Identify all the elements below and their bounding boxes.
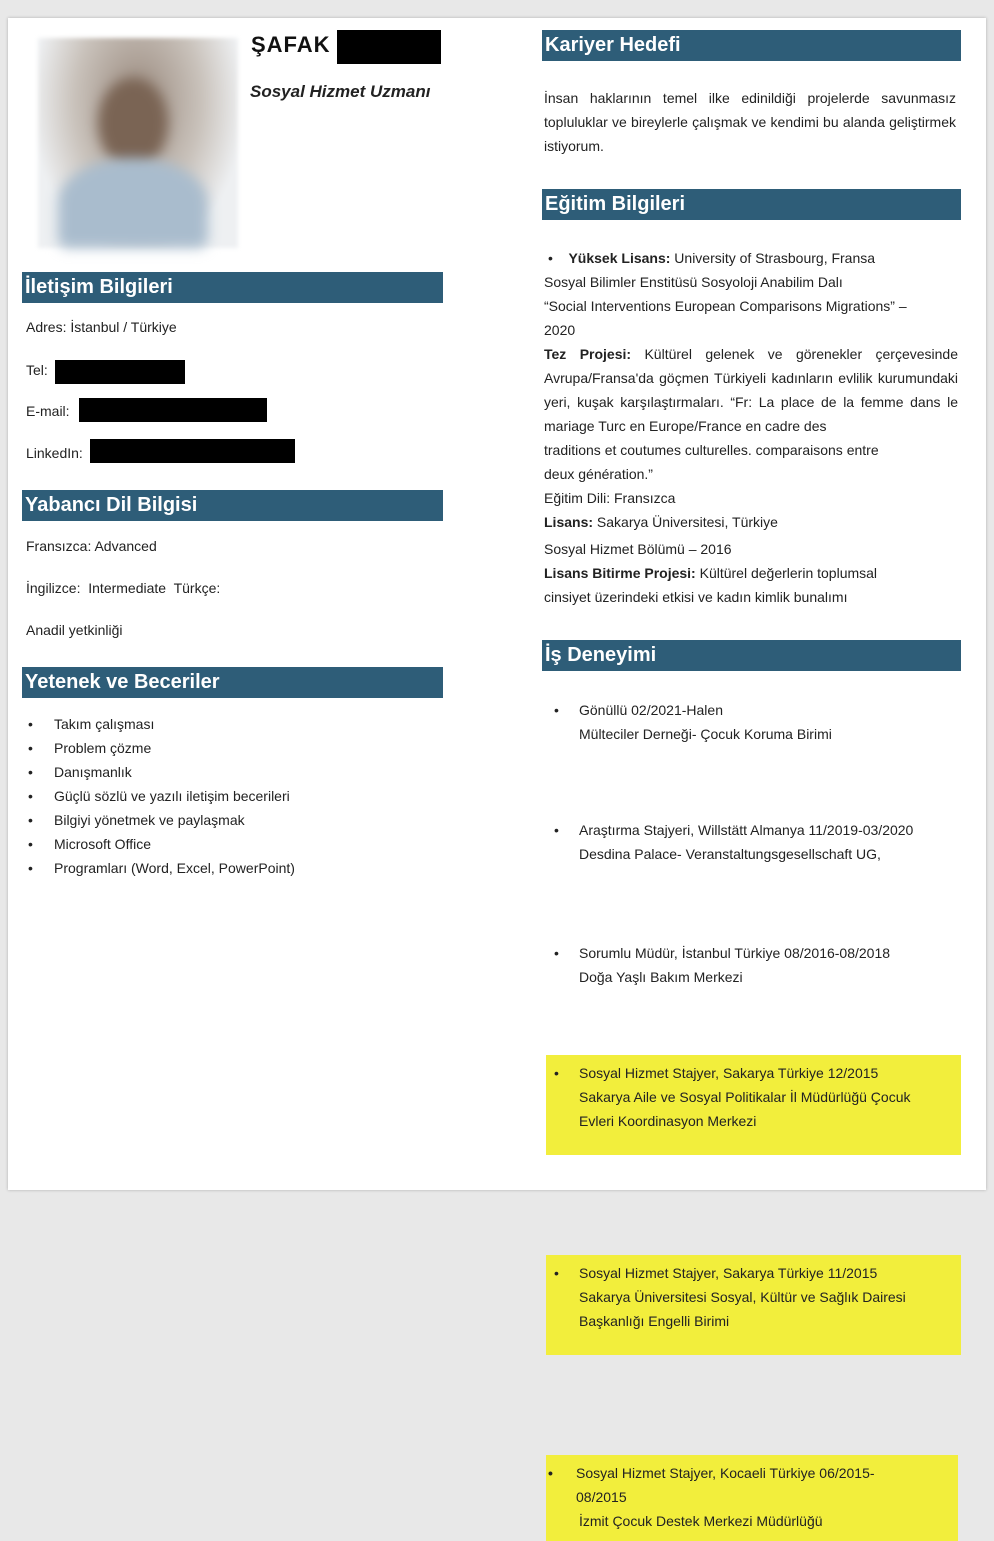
- bachelor-line2: Sosyal Hizmet Bölümü – 2016: [544, 541, 732, 557]
- experience-title: Sosyal Hizmet Stajyer, Kocaeli Türkiye 06/2015-: [576, 1465, 875, 1481]
- experience-title: Araştırma Stajyeri, Willstätt Almanya 11/2019-03/2020: [579, 822, 914, 838]
- bullet-icon: •: [548, 250, 553, 266]
- experience-org: Sakarya Aile ve Sosyal Politikalar İl Müdürlüğü Çocuk: [579, 1089, 911, 1105]
- photo-head-shape: [98, 78, 168, 168]
- skill-item: • Danışmanlık: [26, 760, 446, 784]
- linkedin-label: LinkedIn:: [26, 445, 83, 461]
- thesis-label: Tez Projesi:: [544, 346, 632, 362]
- experience-item: [546, 698, 989, 746]
- thesis-line-b: deux génération.”: [544, 466, 653, 482]
- masters-label: Yüksek Lisans:: [568, 250, 671, 266]
- final-project-line2: cinsiyet üzerindeki etkisi ve kadın kimlik bunalımı: [544, 589, 848, 605]
- final-project-label: Lisans Bitirme Projesi:: [544, 565, 696, 581]
- experience-date-continued: 08/2015: [576, 1489, 627, 1505]
- experience-org: Mülteciler Derneği- Çocuk Koruma Birimi: [579, 726, 832, 742]
- experience-item: [546, 818, 989, 866]
- education-language: Eğitim Dili: Fransızca: [544, 490, 676, 506]
- redacted-first-name: [337, 30, 441, 64]
- job-title: Sosyal Hizmet Uzmanı: [250, 82, 431, 101]
- final-project-text: Kültürel değerlerin toplumsal: [695, 565, 878, 581]
- profile-photo: [38, 38, 238, 248]
- skill-item: • Problem çözme: [26, 736, 446, 760]
- final-project-line: [544, 561, 958, 585]
- redacted-linkedin: [90, 439, 295, 463]
- experience-heading: İş Deneyimi: [542, 640, 961, 671]
- skill-item: • Güçlü sözlü ve yazılı iletişim becerileri: [26, 784, 446, 808]
- experience-title: Sosyal Hizmet Stajyer, Sakarya Türkiye 12/2015: [579, 1065, 879, 1081]
- email-label: E-mail:: [26, 403, 70, 419]
- skill-item: • Takım çalışması: [26, 712, 446, 736]
- masters-line3: “Social Interventions European Comparisons Migrations” –: [544, 298, 907, 314]
- bullet-icon: •: [554, 1065, 559, 1081]
- experience-org: Sakarya Üniversitesi Sosyal, Kültür ve Sağlık Dairesi: [579, 1289, 906, 1305]
- tel-label: Tel:: [26, 362, 48, 378]
- languages-heading: Yabancı Dil Bilgisi: [22, 490, 443, 521]
- thesis-text: Kültürel gelenek ve görenekler çerçevesinde Avrupa/Fransa'da göçmen Türkiyeli kadınların evlilik kurumundaki yeri, kuşak karşılaştırmaları. “Fr: La place de la femme dans le mariage Turc en Europe/France en cadre des: [544, 346, 958, 434]
- surname: ŞAFAK: [251, 32, 331, 57]
- career-heading: Kariyer Hedefi: [542, 30, 961, 61]
- thesis-line-a: traditions et coutumes culturelles. comparaisons entre: [544, 442, 879, 458]
- skills-heading: Yetenek ve Beceriler: [22, 667, 443, 698]
- experience-org: İzmit Çocuk Destek Merkezi Müdürlüğü: [579, 1513, 823, 1529]
- experience-org: Evleri Koordinasyon Merkezi: [579, 1113, 757, 1129]
- skills-list: [26, 712, 446, 880]
- education-heading: Eğitim Bilgileri: [542, 189, 961, 220]
- experience-item: [546, 941, 989, 989]
- masters-line2: Sosyal Bilimler Enstitüsü Sosyoloji Anabilim Dalı: [544, 274, 843, 290]
- cv-page: [8, 18, 986, 1529]
- bullet-icon: •: [548, 1465, 553, 1481]
- skill-item: • Bilgiyi yönetmek ve paylaşmak: [26, 808, 446, 832]
- experience-org: Doğa Yaşlı Bakım Merkezi: [579, 969, 743, 985]
- bullet-icon: •: [554, 822, 559, 838]
- experience-title: Sosyal Hizmet Stajyer, Sakarya Türkiye 11/2015: [579, 1265, 878, 1281]
- address-text: Adres: İstanbul / Türkiye: [26, 319, 177, 335]
- bachelor-label: Lisans:: [544, 514, 594, 530]
- experience-org: Başkanlığı Engelli Birimi: [579, 1313, 730, 1329]
- experience-item-highlighted: [546, 1455, 958, 1541]
- experience-title: Gönüllü 02/2021-Halen: [579, 702, 723, 718]
- redacted-email: [79, 398, 267, 422]
- bullet-icon: •: [554, 945, 559, 961]
- experience-org: Desdina Palace- Veranstaltungsgesellschaft UG,: [579, 846, 881, 862]
- skill-item: • Microsoft Office: [26, 832, 446, 856]
- contact-heading: İletişim Bilgileri: [22, 272, 443, 303]
- experience-item-highlighted: [546, 1055, 961, 1155]
- masters-value: University of Strasbourg, Fransa: [670, 250, 876, 266]
- masters-line4: 2020: [544, 322, 576, 338]
- experience-title: Sorumlu Müdür, İstanbul Türkiye 08/2016-08/2018: [579, 945, 891, 961]
- experience-item-highlighted: [546, 1255, 961, 1355]
- bullet-icon: •: [554, 702, 559, 718]
- photo-body-shape: [58, 158, 208, 248]
- education-block: [544, 246, 958, 609]
- thesis-paragraph: [544, 342, 958, 438]
- language-line: Fransızca: Advanced: [26, 538, 157, 554]
- career-text: İnsan haklarının temel ilke edinildiği projelerde savunmasız topluluklar ve bireylerle çalışmak ve kendimi bu alanda geliştirmek istiyorum.: [544, 90, 956, 154]
- language-line: Anadil yetkinliği: [26, 622, 123, 638]
- bullet-icon: •: [554, 1265, 559, 1281]
- masters-line: [544, 246, 958, 270]
- bachelor-line: [544, 510, 958, 534]
- skill-item: • Programları (Word, Excel, PowerPoint): [26, 856, 446, 880]
- bachelor-value: Sakarya Üniversitesi, Türkiye: [593, 514, 778, 530]
- language-line: İngilizce: Intermediate Türkçe:: [26, 580, 221, 596]
- redacted-tel: [55, 360, 185, 384]
